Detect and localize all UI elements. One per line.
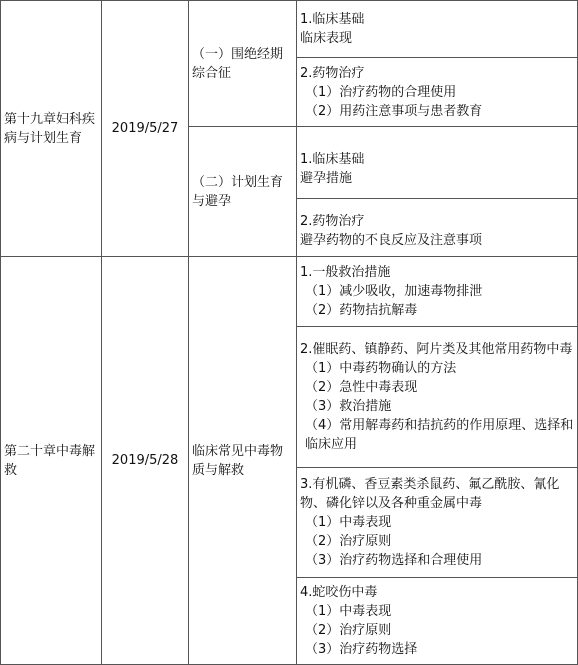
point-item: （3）治疗药物选择和合理使用 <box>305 553 483 568</box>
point-item: （2）治疗原则 <box>305 534 392 549</box>
point-item: （1）中毒表现 <box>305 604 392 619</box>
date-cell: 2019/5/28 <box>102 257 189 665</box>
content-cell <box>297 257 578 327</box>
point-item: （1）减少吸收，加速毒物排泄 <box>305 284 483 299</box>
point-item: （2）急性中毒表现 <box>305 380 418 395</box>
date-cell: 2019/5/27 <box>102 1 189 257</box>
point-heading: 1.一般救治措施 <box>300 265 391 280</box>
point-item: （1）治疗药物的合理使用 <box>305 84 457 100</box>
point-item: （3）救治措施 <box>305 399 392 414</box>
section-title-cell: （二）计划生育与避孕 <box>189 127 297 257</box>
point-item: （3）治疗药物选择 <box>305 642 418 657</box>
content-cell <box>297 58 578 127</box>
content-cell <box>297 1 578 58</box>
content-cell <box>297 468 578 578</box>
content-cell <box>297 199 578 257</box>
chapter-cell: 第二十章中毒解救 <box>1 257 102 665</box>
point-heading: 1.临床基础 <box>300 152 365 167</box>
point-item: （2）用药注意事项与患者教育 <box>305 103 483 119</box>
table-row <box>1 257 578 327</box>
table-row <box>1 1 578 58</box>
point-item: 避孕药物的不良反应及注意事项 <box>300 232 483 248</box>
point-heading: 1.临床基础 <box>300 12 365 27</box>
point-item: （1）中毒药物确认的方法 <box>305 361 457 376</box>
point-heading: 3.有机磷、香豆素类杀鼠药、氟乙酰胺、氰化物、磷化锌以及各种重金属中毒 <box>300 477 560 511</box>
point-item: （2）药物拮抗解毒 <box>305 303 418 318</box>
point-heading: 4.蛇咬伤中毒 <box>300 585 378 600</box>
content-cell <box>297 578 578 665</box>
section-title-cell: 临床常见中毒物质与解救 <box>189 257 297 665</box>
chapter-cell: 第十九章妇科疾病与计划生育 <box>1 1 102 257</box>
point-heading: 2.药物治疗 <box>300 213 365 229</box>
point-item: 临床表现 <box>300 31 353 46</box>
content-cell <box>297 127 578 199</box>
point-item: （4）常用解毒药和拮抗药的作用原理、选择和临床应用 <box>305 418 574 452</box>
point-heading: 2.催眠药、镇静药、阿片类及其他常用药物中毒 <box>300 342 573 357</box>
point-item: 避孕措施 <box>300 171 353 186</box>
content-cell <box>297 327 578 468</box>
point-heading: 2.药物治疗 <box>300 65 365 81</box>
point-item: （2）治疗原则 <box>305 623 392 638</box>
point-item: （1）中毒表现 <box>305 515 392 530</box>
section-title-cell: （一）围绝经期综合征 <box>189 1 297 127</box>
